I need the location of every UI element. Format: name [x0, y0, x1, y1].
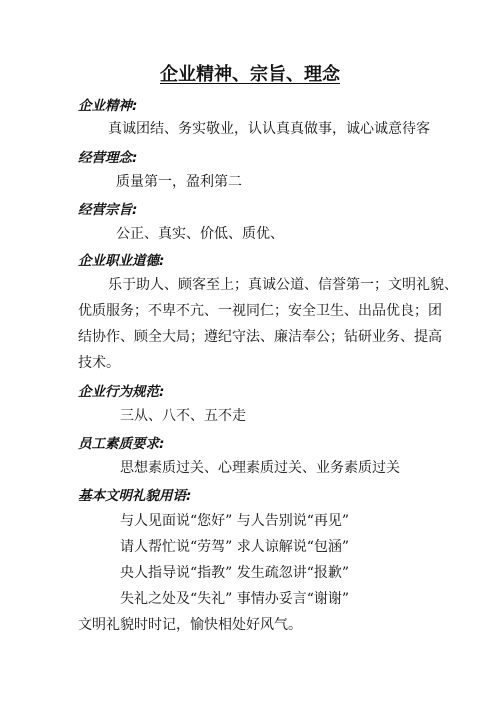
text-courtesy-line-4: 失礼之处及“失礼” 事情办妥言“谢谢”: [120, 591, 350, 607]
text-ethics-line-1: 乐于助人、顾客至上；真诚公道、信誉第一；文明礼貌、: [108, 277, 458, 293]
text-ethics-line-4: 技术。: [78, 355, 120, 371]
text-business-purpose: 公正、真实、价低、质优、: [116, 226, 284, 242]
heading-courtesy-phrases: 基本文明礼貌用语:: [78, 488, 192, 504]
document-title: 企业精神、宗旨、理念: [160, 64, 340, 85]
text-conduct-norms: 三从、八不、五不走: [120, 408, 246, 424]
text-ethics-line-3: 结协作、顾全大局；遵纪守法、廉洁奉公；钻研业务、提高: [78, 329, 442, 345]
text-courtesy-line-3: 央人指导说“指教” 发生疏忽讲“报歉”: [120, 565, 350, 581]
text-business-philosophy: 质量第一，盈利第二: [116, 174, 242, 190]
heading-business-philosophy: 经营理念:: [78, 150, 138, 166]
heading-business-purpose: 经营宗旨:: [78, 202, 138, 218]
text-ethics-line-2: 优质服务；不卑不亢、一视同仁；安全卫生、出品优良；团: [78, 303, 442, 319]
heading-enterprise-spirit: 企业精神:: [78, 98, 138, 114]
text-staff-quality: 思想素质过关、心理素质过关、业务素质过关: [120, 460, 400, 476]
heading-professional-ethics: 企业职业道德:: [78, 253, 165, 269]
text-courtesy-line-2: 请人帮忙说“劳驾” 求人谅解说“包涵”: [120, 539, 350, 555]
text-enterprise-spirit: 真诚团结、务实敬业，认认真真做事，诚心诚意待客: [108, 121, 430, 137]
text-courtesy-line-5: 文明礼貌时时记，愉快相处好风气。: [78, 617, 302, 633]
heading-conduct-norms: 企业行为规范:: [78, 384, 165, 400]
text-courtesy-line-1: 与人见面说“您好” 与人告别说“再见”: [120, 513, 350, 529]
heading-staff-quality: 员工素质要求:: [78, 436, 165, 452]
